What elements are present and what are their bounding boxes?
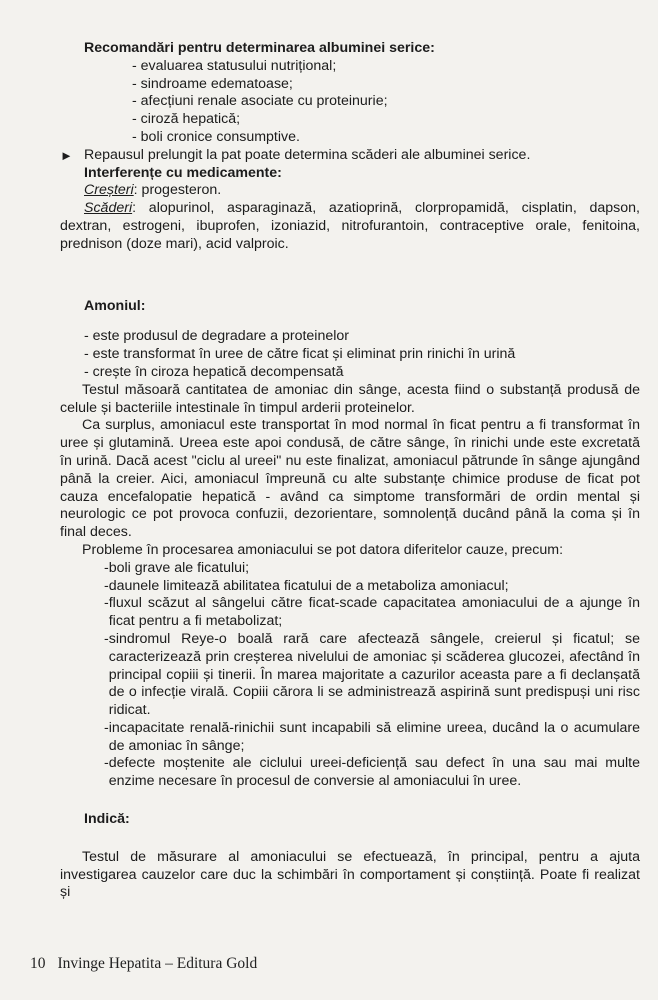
list-item: - defecte moștenite ale ciclului ureei-deficiență sau defect în una sau mai multe enzime necesare în procesul de conversie al amoniacului în uree. xyxy=(60,755,640,791)
ammonia-bullets xyxy=(84,328,640,381)
dash-marker: - xyxy=(104,577,109,594)
problems-list xyxy=(60,560,640,791)
triangle-bullet-icon: ► xyxy=(60,147,73,163)
recommendations-list xyxy=(132,58,640,147)
page-content xyxy=(60,40,640,902)
problems-intro: Probleme în procesarea amoniacului se pot datora diferitelor cauze, precum: xyxy=(82,541,564,558)
indication-title: Indică: xyxy=(84,811,130,828)
list-item: - boli cronice consumptive. xyxy=(132,128,300,145)
ammonia-paragraph-2: Ca surplus, amoniacul este transportat în mod normal în ficat pentru a fi transformat în uree și glutamină. Ureea este apoi condusă, de către sânge, în rinichi unde este excretată în urină. Dacă acest "ciclu al ureei" nu este finalizat, amoniacul pătrunde în sânge ajungând până la creier. Aici, amoniacul împreună cu alte substanțe chimice produse de ficat pot cauza encefalopatie hepatică - având ca simptome transformări de ordin mental și neurologic ce pot provoca confuzii, dezorientare, somnolență ducând până la coma și în final deces. xyxy=(60,417,640,541)
list-item: - este produsul de degradare a proteinelor xyxy=(84,328,350,345)
dash-marker: - xyxy=(104,559,109,576)
increases-line xyxy=(84,182,640,200)
dash-marker: - xyxy=(104,755,109,772)
increases-text: : progesteron. xyxy=(133,182,222,199)
list-item: - boli grave ale ficatului; xyxy=(60,560,640,578)
list-item: - ciroză hepatică; xyxy=(132,111,241,128)
list-item: - fluxul scăzut al sângelui către ficat-scade capacitatea amoniacului de a ajunge în ficat pentru a fi metabolizat; xyxy=(60,595,640,631)
page-footer xyxy=(30,955,257,973)
dash-marker: - xyxy=(104,595,109,612)
ammonia-paragraph-1: Testul măsoară cantitatea de amoniac din sânge, acesta fiind o substanță produsă de celule și bacteriile intestinale în timpul arderii proteinelor. xyxy=(60,381,640,416)
interferences-title: Interferențe cu medicamente: xyxy=(84,164,282,181)
dash-marker: - xyxy=(104,719,109,736)
decreases-label: Scăderi xyxy=(84,200,133,217)
list-item: - este transformat în uree de către ficat și eliminat prin rinichi în urină xyxy=(84,346,516,363)
list-item: - crește în ciroza hepatică decompensată xyxy=(84,363,344,380)
recommendations-title: Recomandări pentru determinarea albuminei serice: xyxy=(84,40,435,56)
list-item: - daunele limitează abilitatea ficatului de a metaboliza amoniacul; xyxy=(60,578,640,596)
decreases-paragraph xyxy=(60,200,640,253)
note-text: Repausul prelungit la pat poate determina scăderi ale albuminei serice. xyxy=(84,146,531,163)
page-number: 10 xyxy=(30,955,46,972)
footer-text: Invinge Hepatita – Editura Gold xyxy=(57,955,258,972)
increases-label: Creșteri xyxy=(84,182,134,199)
note-row xyxy=(60,147,640,165)
list-item: - sindroame edematoase; xyxy=(132,75,293,92)
dash-marker: - xyxy=(104,630,109,647)
ammonia-title: Amoniul: xyxy=(84,297,146,314)
list-item: - sindromul Reye-o boală rară care afectează sângele, creierul și ficatul; se caracterizează prin creșterea nivelului de amoniac și scăderea glucozei, afectând în principal copiii și tinerii. În marea majoritate a cazurilor aceasta pare a fi declanșată de o infecție virală. Copiii cărora li se administrează aspirină sunt predispuși uni risc ridicat. xyxy=(60,631,640,720)
list-item: - evaluarea statusului nutrițional; xyxy=(132,57,337,74)
list-item: - afecțiuni renale asociate cu proteinurie; xyxy=(132,93,388,110)
decreases-text: : alopurinol, asparaginază, azatioprină, clorpropamidă, cisplatin, dapson, dextran, estrogeni, ibuprofen, izoniazid, nitrofurantoin, contraceptive orale, fenitoina, prednison (doze mari), acid valproic. xyxy=(60,200,640,252)
indication-text: Testul de măsurare al amoniacului se efectuează, în principal, pentru a ajuta investigarea cauzelor care duc la schimbări în comportament și conștiință. Poate fi realizat și xyxy=(60,848,640,901)
list-item: - incapacitate renală-rinichii sunt incapabili să elimine ureea, ducând la o acumulare de amoniac în sânge; xyxy=(60,720,640,756)
